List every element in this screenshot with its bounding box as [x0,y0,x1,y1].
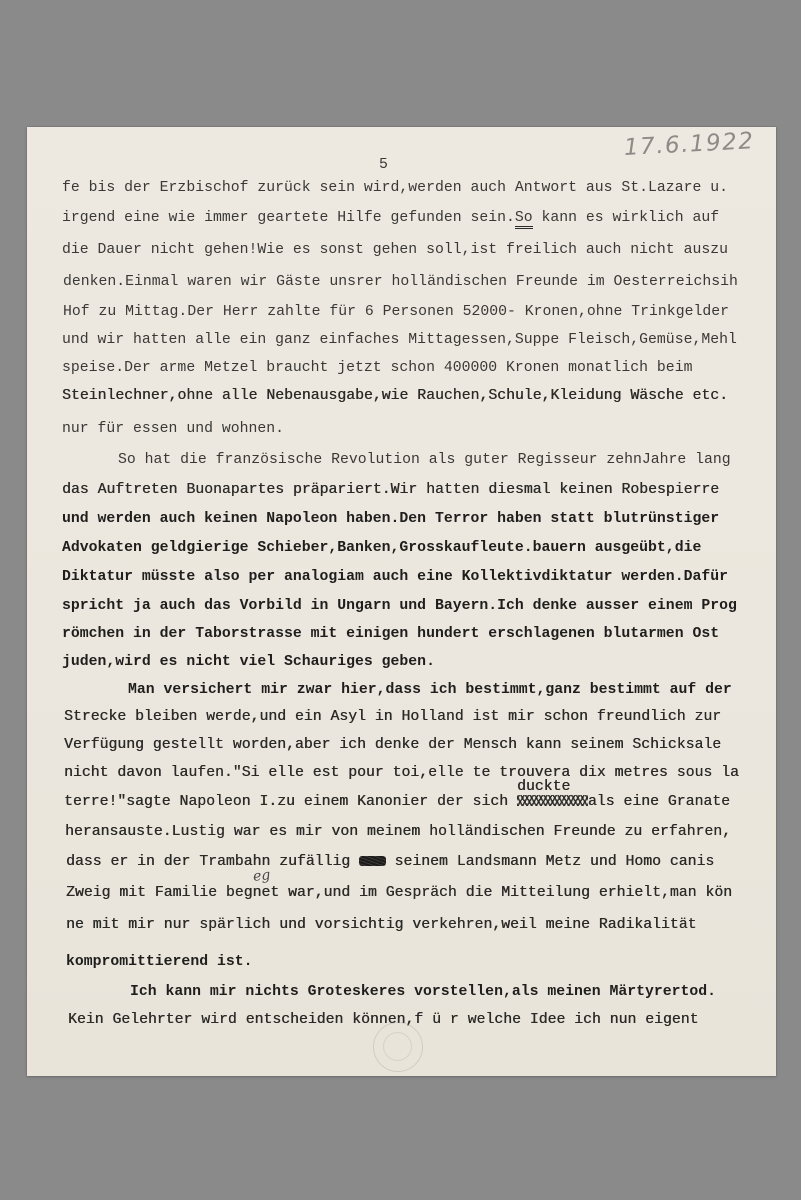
text-line-20: Verfügung gestellt worden,aber ich denke der Mensch kann seinem Schicksale [64,737,722,753]
struck-out-word [517,795,588,806]
text-line-03: die Dauer nicht gehen!Wie es sonst gehen soll,ist freilich auch nicht auszu [62,242,728,258]
text-line-18: Man versichert mir zwar hier,dass ich bestimmt,ganz bestimmt auf der [128,682,732,698]
text-line-14: Diktatur müsste also per analogiam auch eine Kollektivdiktatur werden.Dafür [62,569,728,585]
text-line-22 [64,793,730,811]
underlined-word: So [515,210,533,229]
stamp-inner-ring [383,1032,412,1061]
library-stamp [373,1022,423,1072]
text-line-29: Kein Gelehrter wird entscheiden können,f ü r welche Idee ich nun eigent [68,1012,699,1028]
text-line-10: So hat die französische Revolution als guter Regisseur zehnJahre lang [118,452,731,468]
text-line-13: Advokaten geldgierige Schieber,Banken,Grosskaufleute.bauern ausgeübt,die [62,540,702,556]
text-line-23: heransauste.Lustig war es mir von meinem holländischen Freunde zu erfahren, [65,824,731,840]
text-line-26: ne mit mir nur spärlich und vorsichtig verkehren,weil meine Radikalität [66,917,697,933]
text-line-11: das Auftreten Buonapartes präpariert.Wir hatten diesmal keinen Robespierre [62,482,720,498]
text-line-21: nicht davon laufen."Si elle est pour toi,elle te trouvera dix metres sous la [64,765,739,781]
handwritten-insertion: eg [252,867,272,885]
text-line-24 [66,853,714,871]
text-line-12: und werden auch keinen Napoleon haben.Den Terror haben statt blutrünstiger [62,511,720,527]
document-page [27,127,776,1076]
handwritten-date: 17.6.1922 [623,128,756,161]
text-line-19: Strecke bleiben werde,und ein Asyl in Holland ist mir schon freundlich zur [64,709,722,725]
text-segment: net war,und im Gespräch die Mitteilung erhielt,man kön [252,885,732,901]
page-number: 5 [379,157,388,173]
text-segment: kann es wirklich auf [532,210,720,226]
text-line-16: römchen in der Taborstrasse mit einigen hundert erschlagenen blutarmen Ost [62,626,720,642]
text-segment: irgend eine wie immer geartete Hilfe gefunden sein. [62,210,515,226]
text-line-05: Hof zu Mittag.Der Herr zahlte für 6 Personen 52000- Kronen,ohne Trinkgelder [63,304,729,320]
scribbled-out-word [359,856,386,866]
text-line-04: denken.Einmal waren wir Gäste unsrer holländischen Freunde im Oesterreichsih [63,274,738,290]
text-line-15: spricht ja auch das Vorbild in Ungarn und Bayern.Ich denke ausser einem Prog [62,598,737,614]
text-line-08: Steinlechner,ohne alle Nebenausgabe,wie Rauchen,Schule,Kleidung Wäsche etc. [62,388,728,404]
text-line-27: kompromittierend ist. [66,954,253,970]
text-segment: Zweig mit Familie beg [66,885,253,901]
text-line-17: juden,wird es nicht viel Schauriges geben. [62,654,435,670]
text-segment: terre!"sagte Napoleon I.zu einem Kanonier der sich [64,794,517,810]
text-line-01: fe bis der Erzbischof zurück sein wird,werden auch Antwort aus St.Lazare u. [62,180,728,196]
text-line-28: Ich kann mir nichts Groteskeres vorstellen,als meinen Märtyrertod. [130,984,717,1000]
text-line-06: und wir hatten alle ein ganz einfaches Mittagessen,Suppe Fleisch,Gemüse,Mehl [62,332,737,348]
text-line-25 [66,884,732,902]
text-line-07: speise.Der arme Metzel braucht jetzt schon 400000 Kronen monatlich beim [62,360,693,376]
text-segment: dass er in der Trambahn zufällig [66,854,360,870]
text-line-02 [62,209,719,227]
text-segment: seinem Landsmann Metz und Homo canis [385,854,715,870]
typed-correction: duckte [517,779,571,795]
text-segment: als eine Granate [587,794,730,810]
text-line-09: nur für essen und wohnen. [62,421,284,437]
